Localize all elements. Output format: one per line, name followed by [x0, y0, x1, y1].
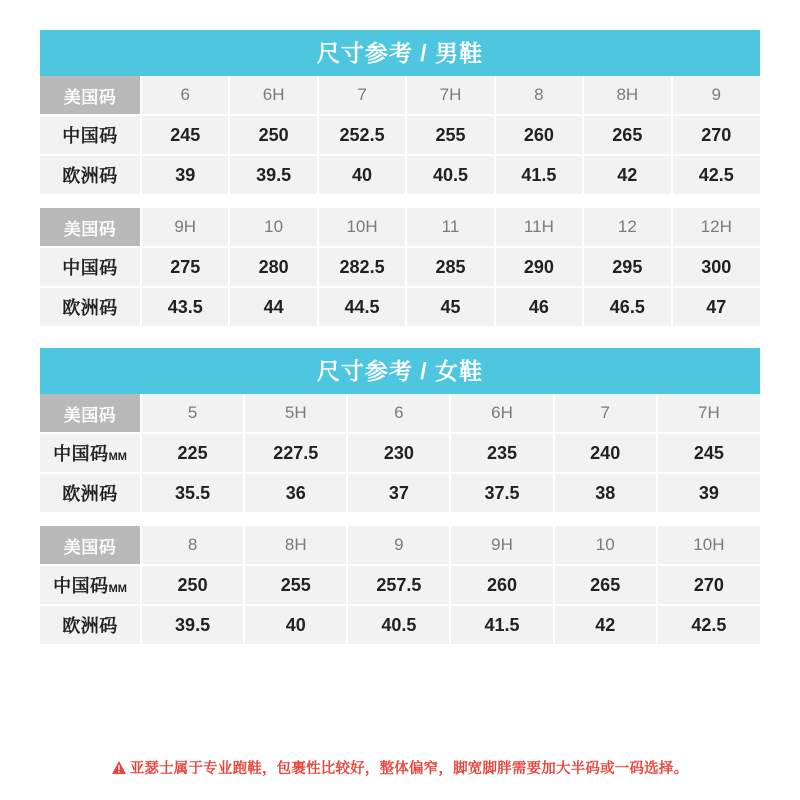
cell-us: 10H: [657, 526, 760, 565]
row-label-eu: 欧洲码: [40, 605, 141, 644]
row-label-us: 美国码: [40, 526, 141, 565]
cell-eu: 39.5: [141, 605, 244, 644]
table-row: [40, 565, 760, 605]
cell-us: 11H: [495, 208, 583, 247]
cell-cn: 290: [495, 247, 583, 287]
cell-cn: 275: [141, 247, 229, 287]
cell-cn: 235: [450, 433, 553, 473]
cell-eu: 42.5: [657, 605, 760, 644]
table-row: [40, 247, 760, 287]
table-row: [40, 605, 760, 644]
cell-eu: 42.5: [672, 155, 760, 194]
cell-us: 7H: [406, 76, 494, 115]
cell-us: 10: [554, 526, 657, 565]
cell-cn: 265: [554, 565, 657, 605]
cell-eu: 36: [244, 473, 347, 512]
men-table-group2: [40, 208, 760, 326]
cell-us: 6H: [229, 76, 317, 115]
cell-us: 9: [347, 526, 450, 565]
cell-cn: 265: [583, 115, 671, 155]
cell-cn: 295: [583, 247, 671, 287]
cell-eu: 46.5: [583, 287, 671, 326]
warning-triangle-icon: [112, 761, 126, 778]
cell-cn: 245: [657, 433, 760, 473]
cell-eu: 41.5: [450, 605, 553, 644]
cell-eu: 42: [583, 155, 671, 194]
cell-cn: 250: [141, 565, 244, 605]
cell-cn: 270: [657, 565, 760, 605]
table-row: [40, 115, 760, 155]
cell-cn: 225: [141, 433, 244, 473]
table-row: [40, 76, 760, 115]
cell-us: 6: [141, 76, 229, 115]
row-label-cn-text: 中国码: [53, 444, 109, 464]
cell-eu: 45: [406, 287, 494, 326]
table-row: [40, 208, 760, 247]
table-gap: [40, 512, 760, 526]
table-row: [40, 473, 760, 512]
cell-cn: 255: [244, 565, 347, 605]
cell-eu: 46: [495, 287, 583, 326]
cell-cn: 240: [554, 433, 657, 473]
cell-eu: 40: [318, 155, 406, 194]
row-label-eu: 欧洲码: [40, 473, 141, 512]
men-block-title: 尺寸参考 / 男鞋: [40, 30, 760, 76]
cell-eu: 39: [141, 155, 229, 194]
table-row: [40, 433, 760, 473]
cell-us: 6H: [450, 394, 553, 433]
row-label-eu: 欧洲码: [40, 155, 141, 194]
cell-cn: 250: [229, 115, 317, 155]
men-table-group1: [40, 76, 760, 194]
cell-us: 12H: [672, 208, 760, 247]
cell-eu: 37.5: [450, 473, 553, 512]
cell-us: 6: [347, 394, 450, 433]
cell-cn: 227.5: [244, 433, 347, 473]
women-size-block: [40, 348, 760, 644]
row-label-cn-text: 中国码: [53, 576, 109, 596]
cell-us: 7: [318, 76, 406, 115]
women-table-group2: [40, 526, 760, 644]
row-label-cn: 中国码: [40, 115, 141, 155]
table-row: [40, 155, 760, 194]
cell-us: 7H: [657, 394, 760, 433]
row-label-cn: [40, 433, 141, 473]
cell-us: 12: [583, 208, 671, 247]
cell-cn: 257.5: [347, 565, 450, 605]
table-row: [40, 394, 760, 433]
cell-us: 8H: [244, 526, 347, 565]
women-block-title: 尺寸参考 / 女鞋: [40, 348, 760, 394]
cell-us: 10H: [318, 208, 406, 247]
row-label-cn-unit: MM: [108, 451, 127, 463]
footnote: [0, 757, 800, 778]
cell-us: 7: [554, 394, 657, 433]
cell-eu: 39.5: [229, 155, 317, 194]
row-label-cn: [40, 565, 141, 605]
cell-cn: 260: [450, 565, 553, 605]
cell-eu: 40.5: [406, 155, 494, 194]
cell-us: 9H: [450, 526, 553, 565]
cell-eu: 39: [657, 473, 760, 512]
cell-eu: 40.5: [347, 605, 450, 644]
table-row: [40, 526, 760, 565]
table-row: [40, 287, 760, 326]
cell-us: 8H: [583, 76, 671, 115]
cell-us: 5H: [244, 394, 347, 433]
cell-cn: 280: [229, 247, 317, 287]
footnote-text: 亚瑟士属于专业跑鞋，包裹性比较好，整体偏窄，脚宽脚胖需要加大半码或一码选择。: [129, 761, 689, 777]
row-label-eu: 欧洲码: [40, 287, 141, 326]
cell-cn: 282.5: [318, 247, 406, 287]
cell-us: 5: [141, 394, 244, 433]
cell-eu: 38: [554, 473, 657, 512]
cell-eu: 43.5: [141, 287, 229, 326]
cell-eu: 42: [554, 605, 657, 644]
men-size-block: [40, 30, 760, 326]
cell-eu: 41.5: [495, 155, 583, 194]
row-label-us: 美国码: [40, 208, 141, 247]
row-label-us: 美国码: [40, 76, 141, 115]
cell-cn: 260: [495, 115, 583, 155]
cell-us: 9: [672, 76, 760, 115]
cell-cn: 245: [141, 115, 229, 155]
cell-cn: 255: [406, 115, 494, 155]
cell-us: 8: [141, 526, 244, 565]
cell-eu: 44: [229, 287, 317, 326]
cell-eu: 40: [244, 605, 347, 644]
cell-us: 9H: [141, 208, 229, 247]
cell-eu: 37: [347, 473, 450, 512]
cell-cn: 270: [672, 115, 760, 155]
cell-cn: 285: [406, 247, 494, 287]
cell-eu: 47: [672, 287, 760, 326]
cell-cn: 300: [672, 247, 760, 287]
women-table-group1: [40, 394, 760, 512]
row-label-cn-unit: MM: [108, 583, 127, 595]
cell-eu: 35.5: [141, 473, 244, 512]
table-gap: [40, 194, 760, 208]
row-label-cn: 中国码: [40, 247, 141, 287]
cell-cn: 230: [347, 433, 450, 473]
cell-us: 10: [229, 208, 317, 247]
section-gap: [0, 326, 800, 348]
row-label-us: 美国码: [40, 394, 141, 433]
cell-us: 8: [495, 76, 583, 115]
cell-us: 11: [406, 208, 494, 247]
cell-cn: 252.5: [318, 115, 406, 155]
cell-eu: 44.5: [318, 287, 406, 326]
